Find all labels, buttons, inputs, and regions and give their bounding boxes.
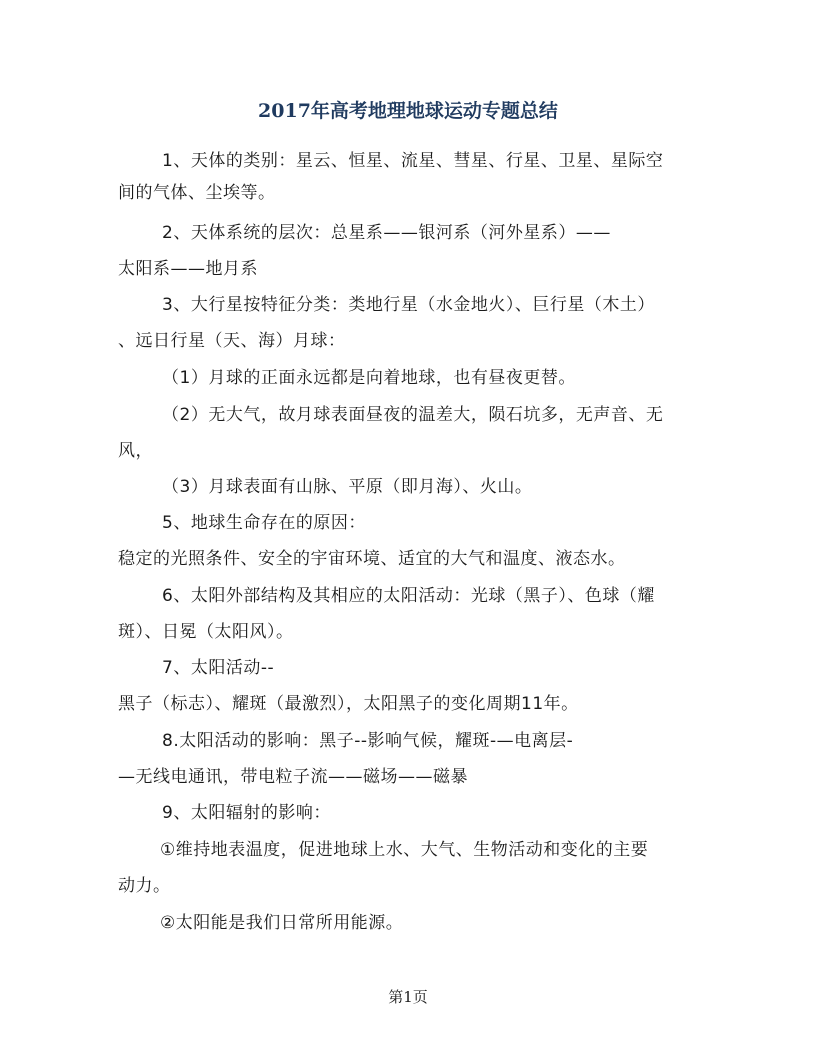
paragraph-line: 风， bbox=[118, 441, 153, 461]
paragraph-line: （1）月球的正面永远都是向着地球，也有昼夜更替。 bbox=[162, 368, 576, 388]
paragraph-line: 黑子（标志）、耀斑（最激烈），太阳黑子的变化周期11年。 bbox=[118, 694, 579, 714]
paragraph-line: 7、太阳活动-- bbox=[162, 658, 275, 678]
paragraph-line: 斑）、日冕（太阳风）。 bbox=[118, 622, 294, 642]
paragraph-line: ②太阳能是我们日常所用能源。 bbox=[160, 913, 404, 933]
paragraph-line: 太阳系——地月系 bbox=[118, 259, 258, 279]
paragraph-line: 9、太阳辐射的影响： bbox=[162, 803, 331, 823]
paragraph-line: 8.太阳活动的影响：黑子--影响气候，耀斑-—电离层- bbox=[162, 731, 574, 751]
paragraph-line: 、远日行星（天、海）月球： bbox=[118, 331, 346, 351]
paragraph-line: ①维持地表温度，促进地球上水、大气、生物活动和变化的主要 bbox=[160, 840, 649, 860]
paragraph-line: （3）月球表面有山脉、平原（即月海）、火山。 bbox=[162, 477, 533, 497]
paragraph-line: 3、大行星按特征分类：类地行星（水金地火）、巨行星（木土） bbox=[162, 295, 655, 315]
page-number: 第1页 bbox=[388, 988, 428, 1006]
paragraph-line: 间的气体、尘埃等。 bbox=[118, 183, 276, 203]
paragraph-line: 1、天体的类别：星云、恒星、流星、彗星、行星、卫星、星际空 bbox=[162, 151, 664, 171]
paragraph-line: 2、天体系统的层次：总星系——银河系（河外星系）—— bbox=[162, 223, 611, 243]
paragraph-line: 稳定的光照条件、安全的宇宙环境、适宜的大气和温度、液态水。 bbox=[118, 549, 626, 569]
page-title: 2017年高考地理地球运动专题总结 bbox=[258, 100, 558, 122]
paragraph-line: 动力。 bbox=[118, 876, 171, 896]
paragraph-line: 5、地球生命存在的原因： bbox=[162, 513, 366, 533]
paragraph-line: （2）无大气，故月球表面昼夜的温差大，陨石坑多，无声音、无 bbox=[162, 405, 664, 425]
paragraph-line: —无线电通讯，带电粒子流——磁场——磁暴 bbox=[118, 767, 468, 787]
paragraph-line: 6、太阳外部结构及其相应的太阳活动：光球（黑子）、色球（耀 bbox=[162, 586, 655, 606]
